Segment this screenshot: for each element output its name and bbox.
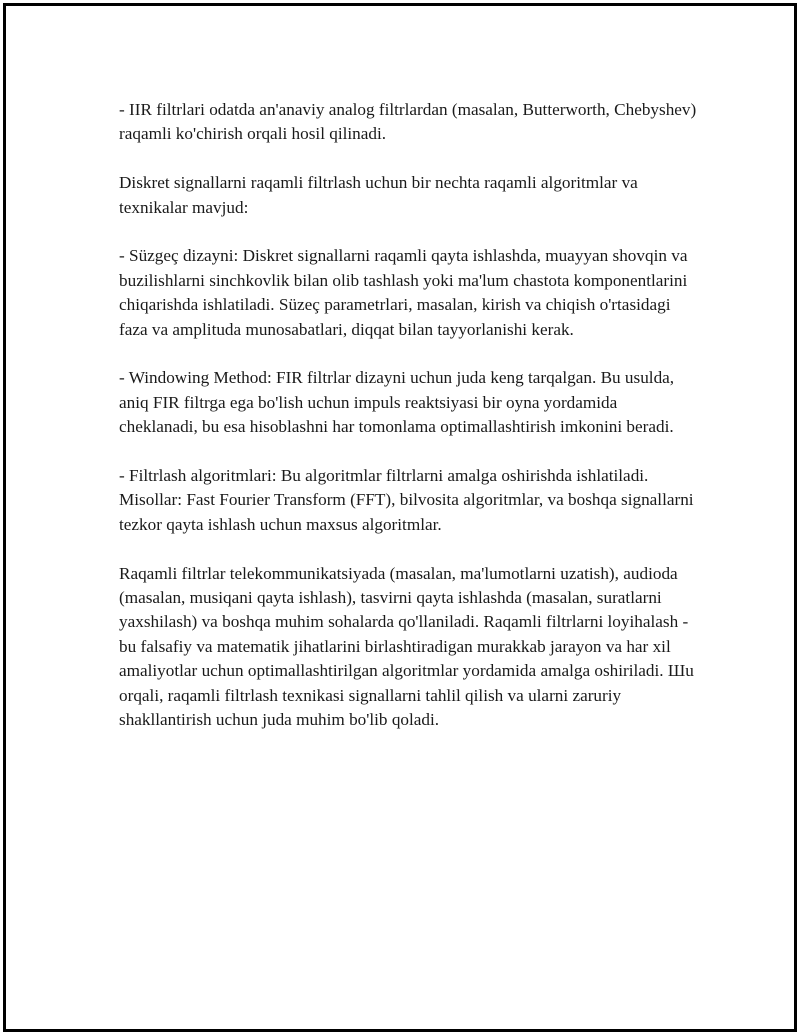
paragraph-iir-filters: - IIR filtrlari odatda an'anaviy analog filtrlardan (masalan, Butterworth, Chebyshev) raqamli ko'chirish orqali hosil qilinadi.	[119, 100, 697, 144]
document-page	[3, 3, 797, 1032]
paragraph-applications: Raqamli filtrlar telekommunikatsiyada (masalan, ma'lumotlarni uzatish), audioda (masalan, musiqani qayta ishlash), tasvirni qayta ishlashda (masalan, suratlarni yaxshilash) va boshqa muhim sohalarda qo'llaniladi. Raqamli filtrlarni loyihalash - bu falsafiy va matematik jihatlarini birlashtiradigan murakkab jarayon va har xil amaliyotlar uchun optimallashtirilgan algoritmlar yordamida amalga oshiriladi. Шu orqali, raqamli filtrlash texnikasi signallarni tahlil qilish va ularni zaruriy shakllantirish uchun juda muhim bo'lib qoladi.	[119, 563, 694, 730]
paragraph-filter-design: - Süzgeç dizayni: Diskret signallarni raqamli qayta ishlashda, muayyan shovqin va buzilishlarni sinchkovlik bilan olib tashlash yoki ma'lum chastota komponentlarini chiqarishda ishlatiladi. Süzeç parametrlari, masalan, kirish va chiqish o'rtasidagi faza va amplituda munosabatlari, diqqat bilan tayyorlanishi kerak.	[119, 246, 688, 339]
paragraph-windowing-method: - Windowing Method: FIR filtrlar dizayni uchun juda keng tarqalgan. Bu usulda, aniq FIR filtrga ega bo'lish uchun impuls reaktsiyasi bir oyna yordamida cheklanadi, bu esa hisoblashni har tomonlama optimallashtirish imkonini beradi.	[119, 368, 675, 437]
paragraph-filtering-algorithms: - Filtrlash algoritmlari: Bu algoritmlar filtrlarni amalga oshirishda ishlatiladi. Misollar: Fast Fourier Transform (FFT), bilvosita algoritmlar, va boshqa signallarni tezkor qayta ishlash uchun maxsus algoritmlar.	[119, 466, 694, 534]
paragraph-algorithms-intro: Diskret signallarni raqamli filtrlash uchun bir nechta raqamli algoritmlar va texnikalar mavjud:	[119, 173, 638, 217]
document-body	[119, 98, 699, 757]
